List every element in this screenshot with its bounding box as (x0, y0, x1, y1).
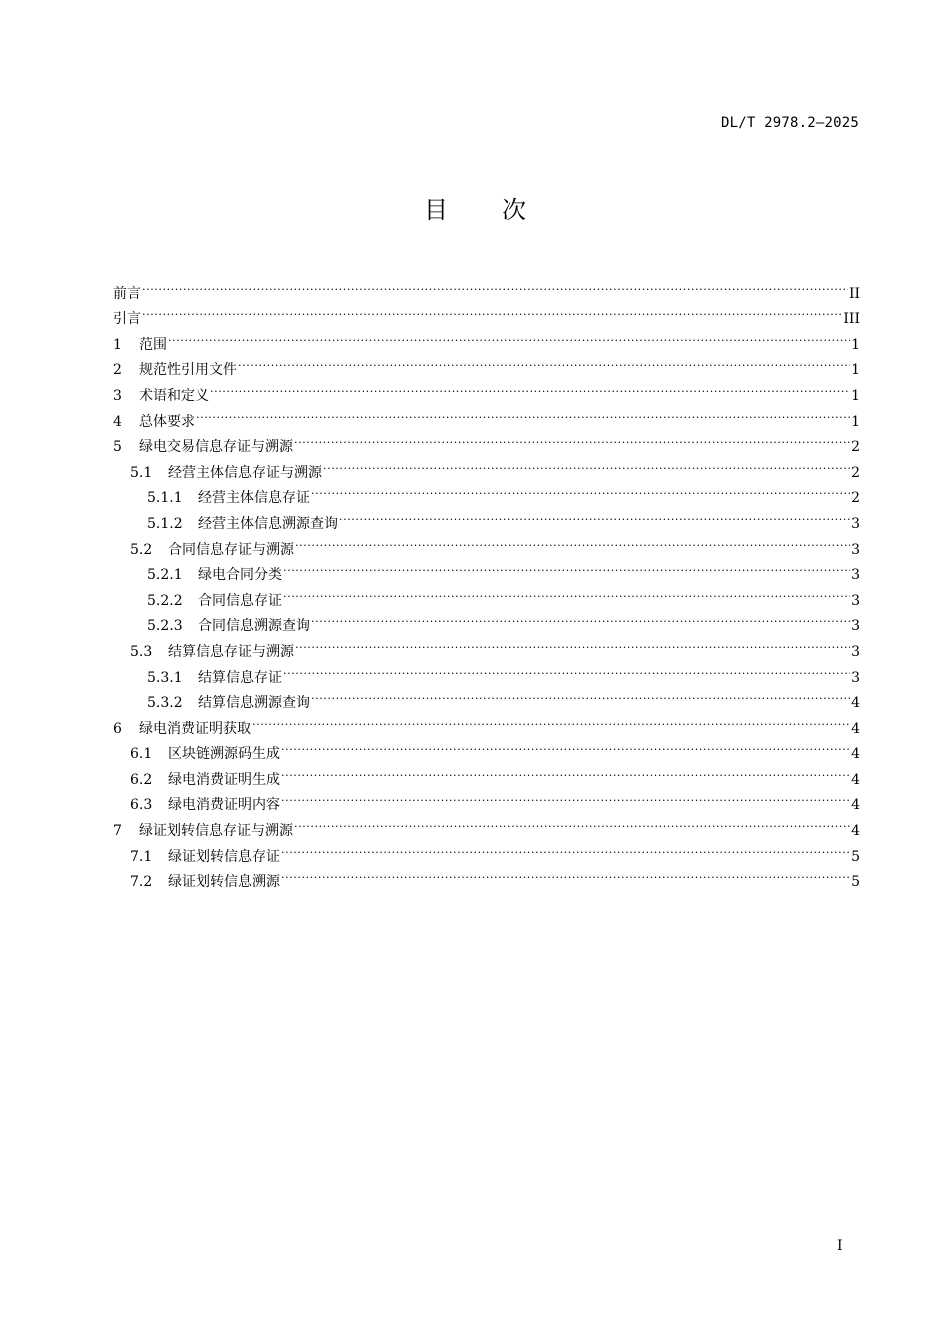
toc-entry-number: 5.1.2 (147, 515, 183, 532)
toc-entry-page: 3 (851, 541, 860, 558)
toc-entry-number: 5.3 (130, 643, 153, 660)
document-code: DL/T 2978.2—2025 (720, 115, 859, 131)
toc-dot-leader (283, 656, 850, 682)
toc-entry-number: 7 (113, 823, 122, 840)
toc-entry-number: 7.1 (130, 848, 153, 865)
toc-entry-number: 6.2 (130, 771, 153, 788)
toc-entry-title: 结算信息溯源查询 (198, 695, 310, 712)
toc-entry-number: 3 (113, 387, 122, 404)
toc-title: 目次 (424, 196, 580, 224)
toc-dot-leader (142, 298, 842, 324)
toc-entry-title: 合同信息存证 (198, 592, 282, 609)
toc-dot-leader (311, 605, 850, 631)
toc-entry-page: 2 (851, 439, 860, 456)
toc-entry-number: 5 (113, 439, 122, 456)
toc-entry-number: 5.2.3 (147, 618, 183, 635)
toc-entry[interactable] (113, 426, 860, 456)
toc-entry-title: 经营主体信息存证与溯源 (168, 464, 322, 481)
toc-entry-page: 2 (851, 464, 860, 481)
toc-entry-page: 4 (851, 797, 860, 814)
toc-entry-title: 规范性引用文件 (139, 362, 237, 379)
toc-entry-page: 3 (851, 669, 860, 686)
toc-entry-title: 术语和定义 (139, 387, 209, 404)
toc-entry[interactable] (113, 400, 860, 430)
toc-entry-number: 6.1 (130, 746, 153, 763)
toc-dot-leader (339, 502, 850, 528)
toc-dot-leader (283, 579, 850, 605)
toc-entry-title: 绿电合同分类 (198, 567, 282, 584)
toc-entry-title: 引言 (113, 311, 141, 328)
toc-entry-page: 1 (851, 336, 860, 353)
toc-entry-title: 结算信息存证与溯源 (168, 643, 294, 660)
toc-dot-leader (281, 758, 850, 784)
toc-dot-leader (311, 477, 850, 503)
toc-entry-number: 5.2.2 (147, 592, 183, 609)
toc-entry-page: 5 (851, 848, 860, 865)
toc-entry-number: 2 (113, 362, 122, 379)
toc-entry-title: 绿证划转信息溯源 (168, 874, 280, 891)
toc-entry-page: 1 (851, 413, 860, 430)
toc-entry[interactable] (113, 374, 860, 404)
table-of-contents (113, 272, 860, 891)
page-number: I (837, 1238, 843, 1254)
toc-dot-leader (210, 374, 850, 400)
toc-entry-page: 4 (851, 746, 860, 763)
toc-dot-leader (311, 682, 850, 708)
toc-entry-page: III (843, 311, 860, 328)
toc-entry-page: 3 (851, 618, 860, 635)
toc-entry-number: 1 (113, 336, 122, 353)
toc-entry-page: II (848, 285, 860, 302)
toc-entry-number: 6 (113, 720, 122, 737)
toc-dot-leader (196, 400, 850, 426)
toc-entry-title: 合同信息存证与溯源 (168, 541, 294, 558)
toc-dot-leader (295, 528, 850, 554)
toc-entry-page: 5 (851, 874, 860, 891)
toc-entry-title: 经营主体信息存证 (198, 490, 310, 507)
toc-entry-number: 4 (113, 413, 122, 430)
toc-entry-page: 3 (851, 515, 860, 532)
toc-entry-title: 合同信息溯源查询 (198, 618, 310, 635)
toc-entry-page: 4 (851, 720, 860, 737)
toc-entry-number: 5.3.1 (147, 669, 183, 686)
toc-entry-title: 经营主体信息溯源查询 (198, 515, 338, 532)
toc-dot-leader (281, 835, 850, 861)
toc-dot-leader (294, 426, 850, 452)
toc-entry-title: 绿电消费证明生成 (168, 771, 280, 788)
toc-entry-page: 2 (851, 490, 860, 507)
toc-dot-leader (283, 554, 850, 580)
toc-dot-leader (252, 707, 850, 733)
toc-dot-leader (281, 861, 850, 887)
toc-entry-number: 7.2 (130, 874, 153, 891)
toc-entry-page: 4 (851, 771, 860, 788)
toc-dot-leader (295, 630, 850, 656)
toc-dot-leader (281, 733, 850, 759)
toc-entry-title: 前言 (113, 285, 141, 302)
toc-entry[interactable] (113, 272, 860, 302)
toc-entry-title: 绿电消费证明获取 (139, 720, 251, 737)
toc-entry-number: 5.2 (130, 541, 153, 558)
toc-entry-title: 区块链溯源码生成 (168, 746, 280, 763)
toc-entry-title: 范围 (139, 336, 167, 353)
toc-entry-title: 绿证划转信息存证与溯源 (139, 823, 293, 840)
toc-entry-number: 5.1 (130, 464, 153, 481)
toc-entry-number: 5.2.1 (147, 567, 183, 584)
toc-entry-number: 5.3.2 (147, 695, 183, 712)
toc-entry-page: 4 (851, 823, 860, 840)
toc-dot-leader (168, 323, 850, 349)
toc-entry-title: 绿电消费证明内容 (168, 797, 280, 814)
toc-entry-page: 1 (851, 387, 860, 404)
toc-entry[interactable] (113, 298, 860, 328)
toc-entry-title: 绿电交易信息存证与溯源 (139, 439, 293, 456)
toc-dot-leader (238, 349, 850, 375)
toc-entry-number: 6.3 (130, 797, 153, 814)
toc-entry-title: 总体要求 (139, 413, 195, 430)
toc-dot-leader (323, 451, 850, 477)
toc-entry-title: 结算信息存证 (198, 669, 282, 686)
toc-entry-title: 绿证划转信息存证 (168, 848, 280, 865)
toc-entry[interactable] (113, 349, 860, 379)
toc-dot-leader (142, 272, 848, 298)
toc-entry-number: 5.1.1 (147, 490, 183, 507)
toc-entry-page: 4 (851, 695, 860, 712)
toc-entry-page: 3 (851, 592, 860, 609)
toc-entry-page: 1 (851, 362, 860, 379)
toc-entry-page: 3 (851, 643, 860, 660)
toc-dot-leader (281, 784, 850, 810)
toc-dot-leader (294, 809, 850, 835)
toc-entry[interactable] (113, 323, 860, 353)
toc-entry-page: 3 (851, 567, 860, 584)
